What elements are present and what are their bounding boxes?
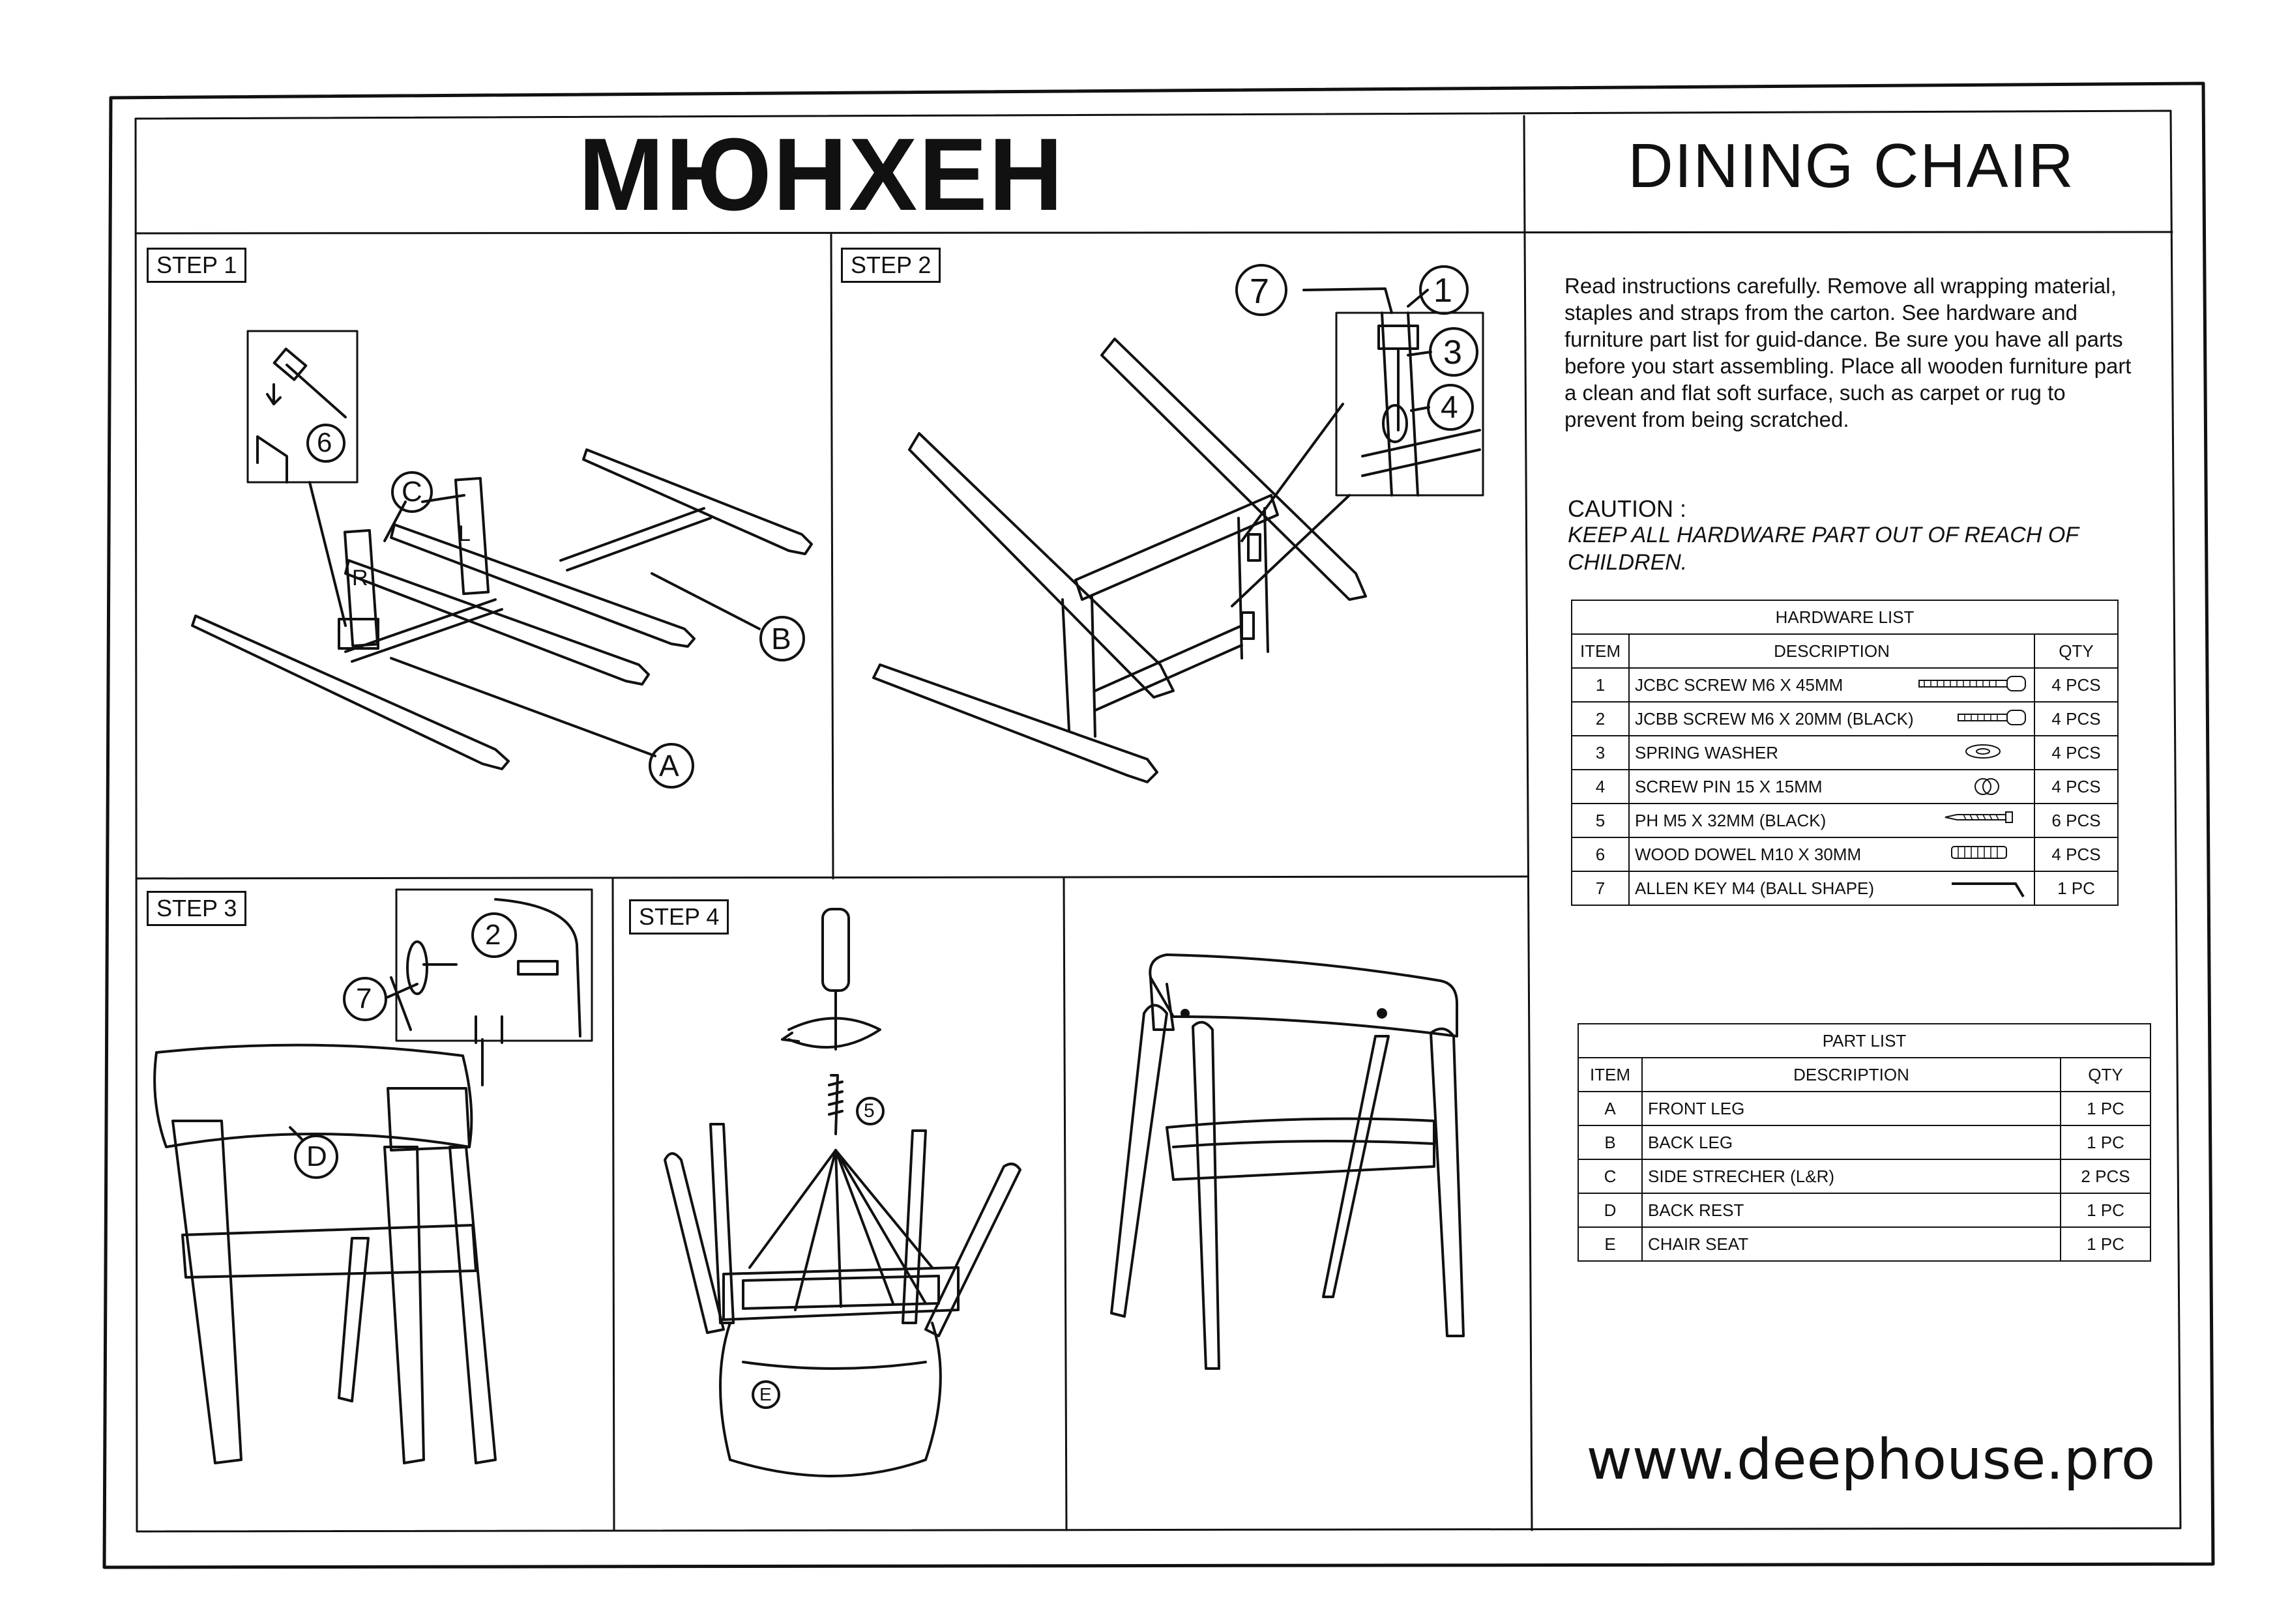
step1-illustration [192,331,812,787]
callout-c: C [402,476,422,508]
callout-1: 1 [1433,272,1452,310]
callout-4: 4 [1441,390,1458,425]
step3-label: STEP 3 [147,891,246,926]
callout-a: A [659,749,679,783]
part-item: B [1578,1125,1642,1159]
hardware-description: SPRING WASHER [1629,736,2034,770]
part-qty: 1 PC [2061,1227,2151,1261]
hardware-row [1572,804,2118,837]
product-title-ru: МЮНХЕН [578,117,1064,232]
part-description: SIDE STRECHER (L&R) [1642,1159,2061,1193]
hardware-item: 7 [1572,871,1629,905]
hardware-row [1572,668,2118,702]
part-item: C [1578,1159,1642,1193]
step4-illustration [665,909,1020,1476]
part-description: CHAIR SEAT [1642,1227,2061,1261]
part-qty: 1 PC [2061,1125,2151,1159]
part-description: BACK LEG [1642,1125,2061,1159]
part-list-caption: PART LIST [1578,1024,2151,1058]
step4-label: STEP 4 [629,899,729,935]
part-qty: 1 PC [2061,1092,2151,1125]
hardware-row [1572,736,2118,770]
hardware-header-qty: QTY [2034,634,2118,668]
callout-5: 5 [864,1100,875,1122]
callout-7-step3: 7 [356,983,372,1015]
hardware-item: 2 [1572,702,1629,736]
dowel-icon [1950,845,2009,860]
hardware-item: 6 [1572,837,1629,871]
hardware-qty: 4 PCS [2034,837,2118,871]
part-row [1578,1125,2151,1159]
hardware-description: JCBB SCREW M6 X 20MM (BLACK) [1629,702,2034,736]
product-title-en: DINING CHAIR [1628,131,2075,201]
hardware-qty: 6 PCS [2034,804,2118,837]
washer-icon [1963,743,2003,760]
part-description: FRONT LEG [1642,1092,2061,1125]
caution-text: KEEP ALL HARDWARE PART OUT OF REACH OF CHILDREN. [1568,523,2079,575]
hardware-qty: 1 PC [2034,871,2118,905]
caution-heading: CAUTION : [1568,495,1687,522]
hardware-description: PH M5 X 32MM (BLACK) [1629,804,2034,837]
part-description: BACK REST [1642,1193,2061,1227]
wood-screw-icon [1944,811,2016,824]
callout-e: E [759,1384,772,1404]
hardware-qty: 4 PCS [2034,736,2118,770]
callout-2: 2 [485,919,501,951]
allen-key-icon [1950,878,2029,898]
hardware-description: ALLEN KEY M4 (BALL SHAPE) [1629,871,2034,905]
callout-r: R [352,566,368,590]
hardware-qty: 4 PCS [2034,668,2118,702]
instructions-text: Read instructions carefully. Remove all wrapping material, staples and straps from the carton. See hardware and furniture part list for guid-dance. Be sure you have all parts before you start assembling. Place all wooden furniture part a clean and flat soft surface, such as carpet or rug to prevent from being scratched. [1564,274,2132,431]
hardware-description: JCBC SCREW M6 X 45MM [1629,668,2034,702]
hardware-qty: 4 PCS [2034,702,2118,736]
callout-b: B [771,622,791,656]
long-bolt-icon [1918,675,2029,692]
hardware-row [1572,871,2118,905]
hardware-header-description: DESCRIPTION [1629,634,2034,668]
hardware-description: WOOD DOWEL M10 X 30MM [1629,837,2034,871]
callout-l: L [458,521,471,546]
step12-divider [831,235,833,878]
hardware-item: 1 [1572,668,1629,702]
part-list-table [1578,1023,2151,1262]
pin-icon [1970,777,2003,796]
part-row [1578,1092,2151,1125]
callout-6: 6 [317,427,332,457]
part-header-description: DESCRIPTION [1642,1058,2061,1092]
part-header-item: ITEM [1578,1058,1642,1092]
hardware-row [1572,702,2118,736]
hardware-qty: 4 PCS [2034,770,2118,804]
hardware-list-caption: HARDWARE LIST [1572,600,2118,634]
hardware-description: SCREW PIN 15 X 15MM [1629,770,2034,804]
column-divider [1524,116,1532,1530]
hardware-row [1572,770,2118,804]
callout-7-step2: 7 [1250,272,1270,311]
part-item: D [1578,1193,1642,1227]
step1-label: STEP 1 [147,248,246,283]
part-item: A [1578,1092,1642,1125]
part-row [1578,1159,2151,1193]
part-item: E [1578,1227,1642,1261]
short-bolt-icon [1957,709,2029,726]
callout-d: D [306,1140,327,1172]
part-row [1578,1193,2151,1227]
step2-label: STEP 2 [841,248,941,283]
hardware-list-table [1571,600,2119,906]
step3-illustration [154,890,592,1463]
part-qty: 2 PCS [2061,1159,2151,1193]
step4-final-divider [1064,878,1066,1530]
hardware-item: 3 [1572,736,1629,770]
row-divider [137,877,1527,878]
final-chair-illustration [1111,955,1463,1369]
step2-illustration [873,265,1483,782]
website-link[interactable]: www.deephouse.pro [1586,1427,2156,1492]
step34-divider [613,878,614,1530]
part-qty: 1 PC [2061,1193,2151,1227]
hardware-item: 4 [1572,770,1629,804]
hardware-header-item: ITEM [1572,634,1629,668]
part-row [1578,1227,2151,1261]
callout-3: 3 [1443,334,1462,371]
hardware-row [1572,837,2118,871]
hardware-item: 5 [1572,804,1629,837]
part-header-qty: QTY [2061,1058,2151,1092]
